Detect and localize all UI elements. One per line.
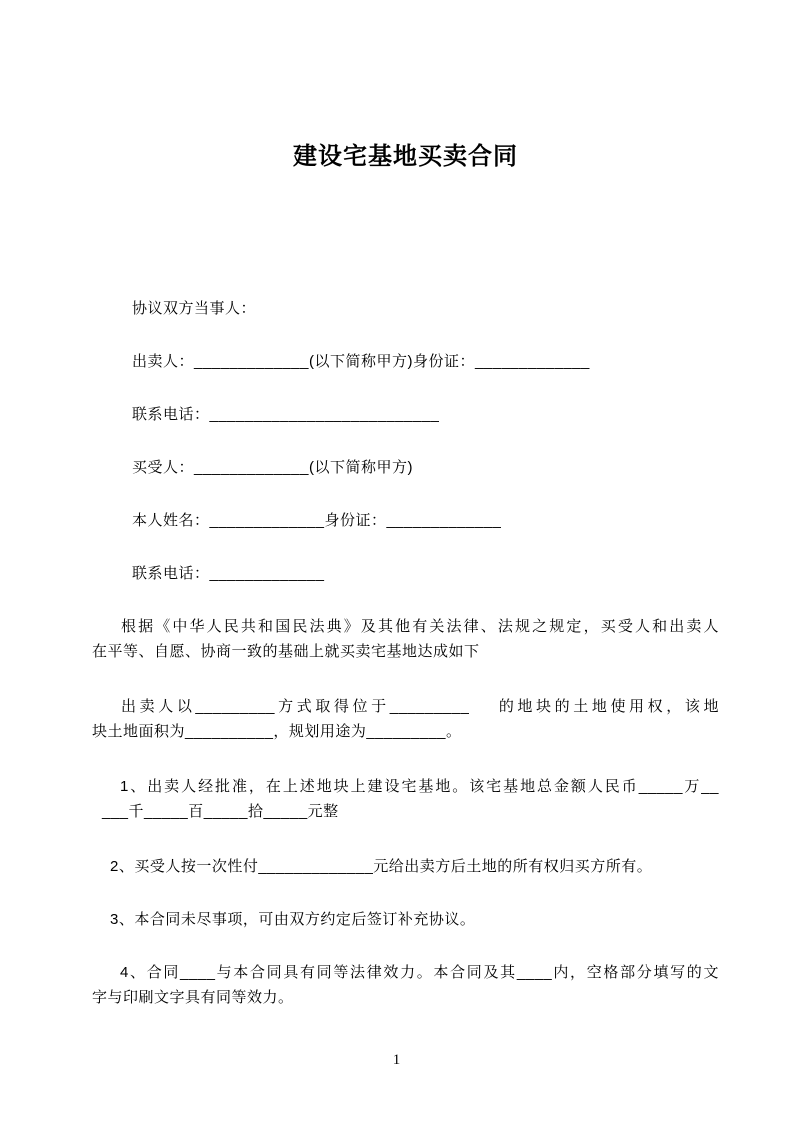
legal-basis-line-2: 在平等、自愿、协商一致的基础上就买卖宅基地达成如下 [92, 643, 480, 660]
clause-4 [92, 960, 719, 1010]
clause-3-text: 3、本合同未尽事项，可由双方约定后签订补充协议。 [110, 911, 476, 928]
legal-basis-line-1: 根据《中华人民共和国民法典》及其他有关法律、法规之规定，买受人和出卖人 [121, 618, 719, 635]
plot-line-2: 块土地面积为__________，规划用途为_________。 [92, 723, 462, 740]
page-number: 1 [392, 1052, 401, 1068]
parties-heading [92, 296, 719, 321]
clause-4-line-2: 字与印刷文字具有同等效力。 [92, 989, 294, 1006]
seller-phone-text: 联系电话：__________________________ [132, 406, 440, 423]
seller-line [92, 349, 719, 374]
clause-3 [92, 907, 719, 932]
clause-1 [92, 774, 719, 824]
seller-phone-line [92, 402, 719, 427]
clause-1-line-2: ___千_____百_____拾_____元整 [102, 803, 339, 820]
clause-1-line-1: 1、出卖人经批准，在上述地块上建设宅基地。该宅基地总金额人民币_____万__ [120, 778, 719, 795]
plot-paragraph [92, 694, 719, 744]
parties-heading-text: 协议双方当事人： [132, 300, 257, 317]
buyer-line [92, 455, 719, 480]
buyer-phone-text: 联系电话：_____________ [132, 565, 325, 582]
clause-2-text: 2、买受人按一次性付_____________元给出卖方后土地的所有权归买方所有。 [110, 858, 653, 875]
buyer-line-text: 买受人：_____________(以下简称甲方) [132, 459, 413, 476]
seller-line-text: 出卖人：_____________(以下简称甲方)身份证：_____________ [132, 353, 590, 370]
buyer-phone-line [92, 561, 719, 586]
plot-line-1: 出卖人以_________方式取得位于_________ 的地块的土地使用权，该地 [121, 698, 719, 715]
clause-2 [92, 854, 719, 879]
buyer-name-line [92, 508, 719, 533]
buyer-name-text: 本人姓名：_____________身份证：_____________ [132, 512, 502, 529]
document-title: 建设宅基地买卖合同 [293, 143, 518, 170]
clause-4-line-1: 4、合同____与本合同具有同等法律效力。本合同及其____内，空格部分填写的文 [120, 964, 719, 981]
legal-basis-paragraph [92, 614, 719, 664]
